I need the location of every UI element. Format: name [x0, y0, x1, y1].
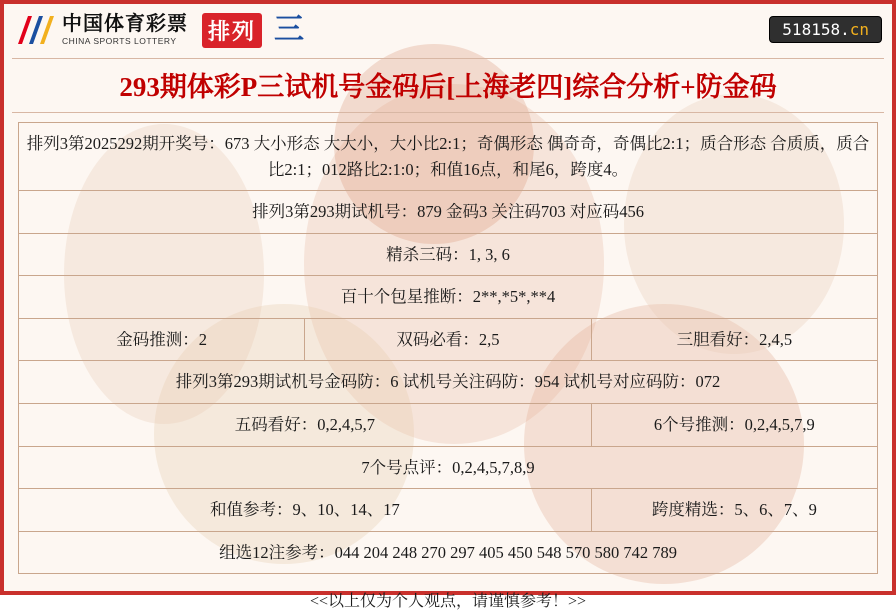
table-row — [19, 489, 878, 532]
table-row — [19, 446, 878, 489]
span-selection-cell: 跨度精选：5、6、7、9 — [591, 489, 877, 532]
analysis-table — [18, 122, 878, 574]
brand-logo[interactable] — [14, 10, 304, 50]
six-codes-cell: 6个号推测：0,2,4,5,7,9 — [591, 403, 877, 446]
sports-lottery-logo-icon — [14, 10, 54, 50]
gold-defense-cell: 排列3第293期试机号金码防：6 试机号关注码防：954 试机号对应码防：072 — [19, 361, 878, 404]
page-title-bar — [12, 58, 884, 113]
seven-codes-cell: 7个号点评：0,2,4,5,7,8,9 — [19, 446, 878, 489]
draw-summary-cell: 排列3第2025292期开奖号：673 大小形态 大大小，大小比2:1；奇偶形态 偶奇奇，奇偶比2:1；质合形态 合质质，质合比2:1；012路比2:1:0；和值16点，和尾6，跨度4。 — [19, 123, 878, 191]
table-row — [19, 276, 878, 319]
site-url-badge[interactable] — [769, 16, 882, 43]
page-title: 293期体彩P三试机号金码后[上海老四]综合分析+防金码 — [119, 72, 777, 102]
sum-reference-cell: 和值参考：9、10、14、17 — [19, 489, 592, 532]
five-codes-cell: 五码看好：0,2,4,5,7 — [19, 403, 592, 446]
group12-cell: 组选12注参考：044 204 248 270 297 405 450 548 570 580 742 789 — [19, 531, 878, 574]
site-url-main: 518158. — [782, 20, 850, 39]
site-url-tld: cn — [849, 20, 869, 39]
table-row — [19, 531, 878, 574]
test-number-cell: 排列3第293期试机号：879 金码3 关注码703 对应码456 — [19, 191, 878, 234]
footer-note: <<以上仅为个人观点，请谨慎参考！>> — [309, 593, 587, 611]
three-dan-cell: 三胆看好：2,4,5 — [591, 318, 877, 361]
table-row — [19, 233, 878, 276]
pailie-badge: 排列 — [202, 13, 262, 48]
pailie-san-text: 三 — [274, 13, 305, 46]
bao-xing-cell: 百十个包星推断：2**,*5*,**4 — [19, 276, 878, 319]
table-row — [19, 318, 878, 361]
table-row — [19, 361, 878, 404]
brand-name-en: CHINA SPORTS LOTTERY — [62, 36, 177, 47]
kill-three-cell: 精杀三码：1, 3, 6 — [19, 233, 878, 276]
table-row — [19, 403, 878, 446]
brand-name-cn: 中国体育彩票 — [62, 13, 188, 36]
table-row — [19, 191, 878, 234]
gold-forecast-cell: 金码推测：2 — [19, 318, 305, 361]
page-header — [4, 4, 892, 56]
double-must-see-cell: 双码必看：2,5 — [305, 318, 591, 361]
table-row — [19, 123, 878, 191]
brand-text — [62, 14, 188, 46]
